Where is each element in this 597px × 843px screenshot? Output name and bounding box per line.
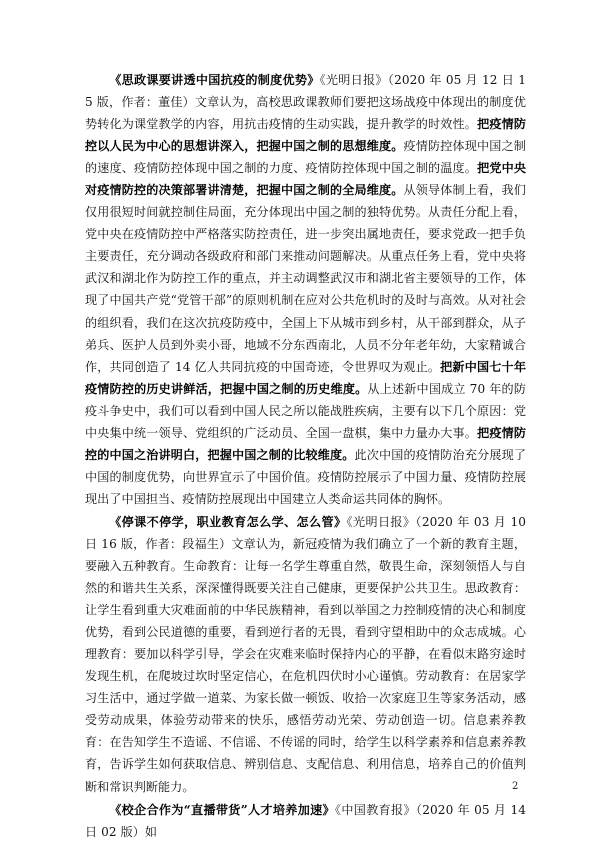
article-source-text: 《光明日报》（2020 年 05 月 12 日 15 版，作者：董佳）文章认为，高校思政课教师们要把这场战疫中体现出的制度优势转化为课堂教学的内容，用抗击疫情的生动实践，提升教学的时效性。 [85,73,526,132]
body-text: 此次中国的疫情防治充分展现了中国的制度优势，向世界宣示了中国价值。疫情防控展示了中国力量、疫情防控展现出了中国担当、疫情防控展现出中国建立人类命运共同体的胸怀。 [85,447,526,506]
article-summary-paragraph [85,511,526,798]
article-title: 《校企合作为“直播带货”人才培养加速》 [109,802,335,817]
article-source-text: 《光明日报》（2020 年 03 月 10 日 16 版，作者：段福生）文章认为，新冠疫情为我们确立了一个新的教育主题，要融入五种教育。生命教育：让每一名学生尊重自然，敬畏生命，深刻领悟人与自然的和谐共生关系，深深懂得既要关注自己健康，更要保护公共卫生。思政教育：让学生看到重大灾难面前的中华民族精神，看到以举国之力控制疫情的决心和制度优势，看到公民道德的重要，看到逆行者的无畏，看到守望相助中的众志成城。心理教育：要加以科学引导，学会在灾难来临时保持内心的平静，在看似末路穷途时发现生机，在爬坡过坎时坚定信心，在危机四伏时小心谨慎。劳动教育：在居家学习生活中，通过学做一道菜、为家长做一顿饭、收拾一次家庭卫生等家务活动，感受劳动成果，体验劳动带来的快乐，感悟劳动光荣、劳动创造一切。信息素养教育：在告知学生不造谣、不信谣、不传谣的同时，给学生以科学素养和信息素养教育，告诉学生如何获取信息、辨别信息、支配信息、利用信息，培养自己的价值判断和常识判断能力。 [85,514,526,794]
article-title: 《思政课要讲透中国抗疫的制度优势》 [109,73,320,87]
body-text: 从上述新中国成立 70 年的防疫斗争史中，我们可以看到中国人民之所以能战胜疾病，主要有以下几个原因：党中央集中统一领导、党组织的广泛动员、全国一盘棋，集中力量办大事。 [85,381,526,440]
article-summary-paragraph [85,799,526,843]
document-body [85,69,526,843]
body-text: 疫情防控体现中国之制的速度、疫情防控体现中国之制的力度、疫情防控体现中国之制的温度。 [85,139,526,176]
bold-key-point: 把新中国七十年疫情防控的历史讲鲜活，把握中国之制的历史维度。 [85,359,527,396]
article-summary-paragraph [85,69,526,510]
body-text: 从领导体制上看，我们仅用很短时间就控制住局面，充分体现出中国之制的独特优势。从责任分配上看，党中央在疫情防控中严格落实防控责任，进一步突出属地责任，要求党政一把手负主要责任，充分调动各级政府和部门来推动问题解决。从重点任务上看，党中央将武汉和湖北作为防控工作的重点，并主动调整武汉市和湖北省主要领导的工作，体现了中国共产党“党管干部”的原则机制在应对公共危机时的及时与高效。从对社会的组织看，我们在这次抗疫防疫中，全国上下从城市到乡村，从干部到群众，从子弟兵、医护人员到外卖小哥，地域不分东西南北，人员不分年老年幼，大家精诚合作，共同创造了 14 亿人共同抗疫的中国奇迹，令世界叹为观止。 [85,183,526,374]
article-source-text: 《中国教育报》（2020 年 05 月 14 日 02 版）如 [85,802,526,839]
article-title: 《停课不停学，职业教育怎么学、怎么管》 [109,514,347,529]
bold-key-point: 把疫情防控的中国之治讲明白，把握中国之制的比较维度。 [85,425,526,462]
bold-key-point: 把党中央对疫情防控的决策部署讲清楚，把握中国之制的全局维度。 [85,161,526,198]
bold-key-point: 把疫情防控以人民为中心的思想讲深入，把握中国之制的思想维度。 [85,117,526,154]
page-number: 2 [512,781,519,792]
